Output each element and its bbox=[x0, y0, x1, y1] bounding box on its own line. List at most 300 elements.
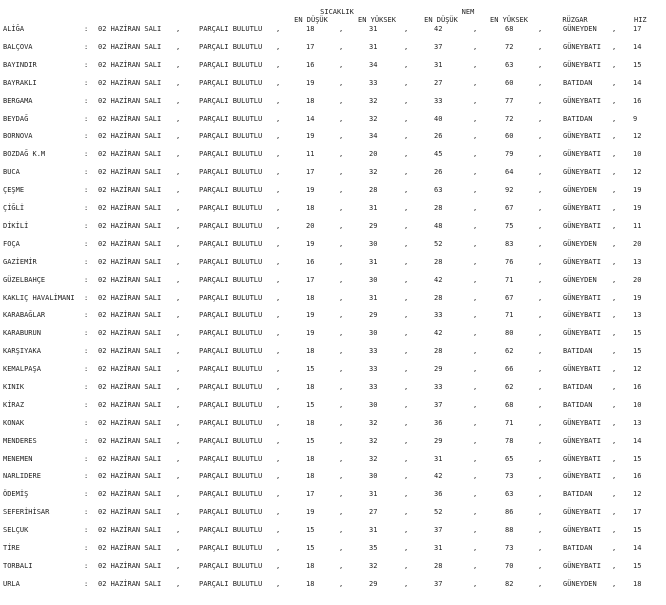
wind-direction-value: BATIDAN bbox=[563, 383, 593, 391]
weather-condition: PARÇALI BULUTLU bbox=[199, 562, 263, 570]
comma-separator: , bbox=[612, 365, 617, 373]
temp-max-value: 31 bbox=[369, 258, 378, 266]
comma-separator: , bbox=[339, 383, 344, 391]
city-name: SEFERİHİSAR bbox=[3, 508, 50, 516]
wind-direction-value: GÜNEYBATI bbox=[563, 455, 601, 463]
wind-direction-value: GÜNEYBATI bbox=[563, 329, 601, 337]
comma-separator: , bbox=[339, 79, 344, 87]
comma-separator: , bbox=[339, 294, 344, 302]
humidity-min-value: 63 bbox=[434, 186, 443, 194]
comma-separator: , bbox=[176, 115, 181, 123]
weather-condition: PARÇALI BULUTLU bbox=[199, 258, 263, 266]
wind-direction-value: BATIDAN bbox=[563, 347, 593, 355]
temp-max-value: 30 bbox=[369, 401, 378, 409]
humidity-max-value: 83 bbox=[505, 240, 514, 248]
weather-condition: PARÇALI BULUTLU bbox=[199, 115, 263, 123]
colon-separator: : bbox=[84, 544, 89, 552]
comma-separator: , bbox=[538, 132, 543, 140]
temp-min-value: 18 bbox=[306, 472, 315, 480]
comma-separator: , bbox=[276, 455, 281, 463]
comma-separator: , bbox=[404, 294, 409, 302]
comma-separator: , bbox=[339, 97, 344, 105]
comma-separator: , bbox=[339, 401, 344, 409]
comma-separator: , bbox=[473, 580, 478, 588]
comma-separator: , bbox=[473, 455, 478, 463]
comma-separator: , bbox=[473, 490, 478, 498]
comma-separator: , bbox=[276, 365, 281, 373]
wind-speed-value: 10 bbox=[633, 401, 642, 409]
comma-separator: , bbox=[404, 43, 409, 51]
humidity-min-value: 33 bbox=[434, 311, 443, 319]
comma-separator: , bbox=[612, 490, 617, 498]
colon-separator: : bbox=[84, 294, 89, 302]
weather-condition: PARÇALI BULUTLU bbox=[199, 455, 263, 463]
colon-separator: : bbox=[84, 186, 89, 194]
temp-min-header: EN DÜŞÜK bbox=[294, 16, 328, 24]
colon-separator: : bbox=[84, 490, 89, 498]
humidity-max-value: 88 bbox=[505, 526, 514, 534]
comma-separator: , bbox=[176, 383, 181, 391]
wind-direction-value: GÜNEYBATI bbox=[563, 204, 601, 212]
humidity-max-value: 73 bbox=[505, 472, 514, 480]
wind-speed-value: 15 bbox=[633, 347, 642, 355]
forecast-date: 02 HAZİRAN SALI bbox=[98, 97, 162, 105]
temp-max-value: 30 bbox=[369, 329, 378, 337]
comma-separator: , bbox=[276, 490, 281, 498]
wind-direction-value: GÜNEYBATI bbox=[563, 311, 601, 319]
comma-separator: , bbox=[276, 150, 281, 158]
comma-separator: , bbox=[612, 79, 617, 87]
comma-separator: , bbox=[176, 43, 181, 51]
temp-min-value: 19 bbox=[306, 329, 315, 337]
comma-separator: , bbox=[404, 204, 409, 212]
wind-direction-value: GÜNEYBATI bbox=[563, 43, 601, 51]
wind-speed-value: 19 bbox=[633, 186, 642, 194]
colon-separator: : bbox=[84, 401, 89, 409]
wind-direction-value: GÜNEYBATI bbox=[563, 472, 601, 480]
wind-speed-header: HIZ bbox=[634, 16, 647, 24]
comma-separator: , bbox=[538, 43, 543, 51]
comma-separator: , bbox=[276, 419, 281, 427]
comma-separator: , bbox=[538, 204, 543, 212]
comma-separator: , bbox=[176, 132, 181, 140]
humidity-min-header: EN DÜŞÜK bbox=[424, 16, 458, 24]
wind-speed-value: 15 bbox=[633, 329, 642, 337]
weather-condition: PARÇALI BULUTLU bbox=[199, 150, 263, 158]
comma-separator: , bbox=[276, 276, 281, 284]
wind-speed-value: 15 bbox=[633, 455, 642, 463]
temp-min-value: 19 bbox=[306, 132, 315, 140]
comma-separator: , bbox=[176, 562, 181, 570]
comma-separator: , bbox=[339, 258, 344, 266]
city-name: BAYRAKLI bbox=[3, 79, 37, 87]
weather-condition: PARÇALI BULUTLU bbox=[199, 79, 263, 87]
forecast-date: 02 HAZİRAN SALI bbox=[98, 150, 162, 158]
comma-separator: , bbox=[176, 455, 181, 463]
comma-separator: , bbox=[339, 168, 344, 176]
temp-max-value: 32 bbox=[369, 455, 378, 463]
colon-separator: : bbox=[84, 25, 89, 33]
comma-separator: , bbox=[176, 544, 181, 552]
comma-separator: , bbox=[612, 115, 617, 123]
comma-separator: , bbox=[176, 437, 181, 445]
comma-separator: , bbox=[473, 472, 478, 480]
forecast-date: 02 HAZİRAN SALI bbox=[98, 25, 162, 33]
weather-condition: PARÇALI BULUTLU bbox=[199, 544, 263, 552]
city-name: ÖDEMİŞ bbox=[3, 490, 29, 498]
city-name: DİKİLİ bbox=[3, 222, 29, 230]
comma-separator: , bbox=[339, 311, 344, 319]
comma-separator: , bbox=[538, 490, 543, 498]
comma-separator: , bbox=[276, 132, 281, 140]
wind-speed-value: 13 bbox=[633, 419, 642, 427]
colon-separator: : bbox=[84, 455, 89, 463]
comma-separator: , bbox=[276, 508, 281, 516]
comma-separator: , bbox=[276, 168, 281, 176]
comma-separator: , bbox=[176, 490, 181, 498]
comma-separator: , bbox=[473, 329, 478, 337]
temp-max-value: 32 bbox=[369, 562, 378, 570]
forecast-date: 02 HAZİRAN SALI bbox=[98, 258, 162, 266]
city-name: ÇİĞLİ bbox=[3, 204, 25, 212]
temp-min-value: 14 bbox=[306, 115, 315, 123]
city-name: BOZDAĞ K.M bbox=[3, 150, 46, 158]
comma-separator: , bbox=[473, 97, 478, 105]
comma-separator: , bbox=[473, 401, 478, 409]
temp-max-value: 35 bbox=[369, 544, 378, 552]
city-name: BALÇOVA bbox=[3, 43, 33, 51]
temp-min-value: 16 bbox=[306, 258, 315, 266]
comma-separator: , bbox=[538, 365, 543, 373]
forecast-date: 02 HAZİRAN SALI bbox=[98, 204, 162, 212]
comma-separator: , bbox=[276, 580, 281, 588]
city-name: MENEMEN bbox=[3, 455, 33, 463]
comma-separator: , bbox=[473, 186, 478, 194]
temp-min-value: 18 bbox=[306, 294, 315, 302]
comma-separator: , bbox=[612, 419, 617, 427]
forecast-date: 02 HAZİRAN SALI bbox=[98, 79, 162, 87]
weather-condition: PARÇALI BULUTLU bbox=[199, 383, 263, 391]
comma-separator: , bbox=[176, 526, 181, 534]
comma-separator: , bbox=[473, 240, 478, 248]
colon-separator: : bbox=[84, 204, 89, 212]
wind-speed-value: 11 bbox=[633, 222, 642, 230]
humidity-max-value: 92 bbox=[505, 186, 514, 194]
comma-separator: , bbox=[404, 240, 409, 248]
comma-separator: , bbox=[538, 311, 543, 319]
temp-max-value: 34 bbox=[369, 132, 378, 140]
temp-max-value: 29 bbox=[369, 580, 378, 588]
comma-separator: , bbox=[612, 401, 617, 409]
forecast-date: 02 HAZİRAN SALI bbox=[98, 43, 162, 51]
colon-separator: : bbox=[84, 526, 89, 534]
city-name: BUCA bbox=[3, 168, 20, 176]
comma-separator: , bbox=[339, 204, 344, 212]
temp-min-value: 19 bbox=[306, 79, 315, 87]
city-name: ALİĞA bbox=[3, 25, 25, 33]
weather-condition: PARÇALI BULUTLU bbox=[199, 329, 263, 337]
temp-min-value: 18 bbox=[306, 347, 315, 355]
comma-separator: , bbox=[339, 580, 344, 588]
humidity-max-value: 76 bbox=[505, 258, 514, 266]
wind-direction-value: GÜNEYDEN bbox=[563, 186, 597, 194]
humidity-min-value: 33 bbox=[434, 97, 443, 105]
comma-separator: , bbox=[276, 562, 281, 570]
temp-max-value: 30 bbox=[369, 472, 378, 480]
comma-separator: , bbox=[404, 222, 409, 230]
comma-separator: , bbox=[176, 365, 181, 373]
comma-separator: , bbox=[612, 455, 617, 463]
forecast-date: 02 HAZİRAN SALI bbox=[98, 115, 162, 123]
comma-separator: , bbox=[404, 132, 409, 140]
comma-separator: , bbox=[404, 25, 409, 33]
temp-max-header: EN YÜKSEK bbox=[358, 16, 396, 24]
weather-condition: PARÇALI BULUTLU bbox=[199, 437, 263, 445]
wind-speed-value: 14 bbox=[633, 79, 642, 87]
weather-condition: PARÇALI BULUTLU bbox=[199, 186, 263, 194]
temp-min-value: 18 bbox=[306, 204, 315, 212]
humidity-min-value: 52 bbox=[434, 240, 443, 248]
comma-separator: , bbox=[176, 508, 181, 516]
wind-direction-value: BATIDAN bbox=[563, 79, 593, 87]
forecast-date: 02 HAZİRAN SALI bbox=[98, 472, 162, 480]
city-name: KARŞIYAKA bbox=[3, 347, 41, 355]
city-name: TİRE bbox=[3, 544, 20, 552]
weather-condition: PARÇALI BULUTLU bbox=[199, 222, 263, 230]
forecast-date: 02 HAZİRAN SALI bbox=[98, 455, 162, 463]
comma-separator: , bbox=[404, 186, 409, 194]
comma-separator: , bbox=[538, 79, 543, 87]
forecast-date: 02 HAZİRAN SALI bbox=[98, 168, 162, 176]
wind-direction-header: RÜZGAR bbox=[562, 16, 588, 24]
comma-separator: , bbox=[538, 258, 543, 266]
wind-direction-value: GÜNEYBATI bbox=[563, 168, 601, 176]
comma-separator: , bbox=[176, 294, 181, 302]
comma-separator: , bbox=[538, 97, 543, 105]
comma-separator: , bbox=[176, 168, 181, 176]
comma-separator: , bbox=[612, 347, 617, 355]
temp-min-value: 17 bbox=[306, 43, 315, 51]
comma-separator: , bbox=[473, 294, 478, 302]
humidity-max-value: 71 bbox=[505, 311, 514, 319]
wind-direction-value: GÜNEYDEN bbox=[563, 240, 597, 248]
comma-separator: , bbox=[276, 97, 281, 105]
humidity-max-value: 77 bbox=[505, 97, 514, 105]
wind-direction-value: GÜNEYDEN bbox=[563, 580, 597, 588]
colon-separator: : bbox=[84, 222, 89, 230]
humidity-min-value: 42 bbox=[434, 329, 443, 337]
comma-separator: , bbox=[176, 204, 181, 212]
comma-separator: , bbox=[612, 437, 617, 445]
comma-separator: , bbox=[473, 61, 478, 69]
temp-max-value: 33 bbox=[369, 347, 378, 355]
comma-separator: , bbox=[473, 383, 478, 391]
humidity-min-value: 36 bbox=[434, 419, 443, 427]
comma-separator: , bbox=[339, 472, 344, 480]
comma-separator: , bbox=[612, 472, 617, 480]
comma-separator: , bbox=[538, 186, 543, 194]
city-name: GAZİEMİR bbox=[3, 258, 37, 266]
temp-min-value: 18 bbox=[306, 383, 315, 391]
wind-speed-value: 15 bbox=[633, 526, 642, 534]
comma-separator: , bbox=[612, 258, 617, 266]
humidity-max-value: 66 bbox=[505, 365, 514, 373]
comma-separator: , bbox=[612, 240, 617, 248]
wind-direction-value: GÜNEYBATI bbox=[563, 508, 601, 516]
weather-condition: PARÇALI BULUTLU bbox=[199, 132, 263, 140]
humidity-max-header: EN YÜKSEK bbox=[490, 16, 528, 24]
comma-separator: , bbox=[339, 455, 344, 463]
wind-speed-value: 13 bbox=[633, 258, 642, 266]
weather-condition: PARÇALI BULUTLU bbox=[199, 526, 263, 534]
comma-separator: , bbox=[339, 526, 344, 534]
wind-speed-value: 17 bbox=[633, 508, 642, 516]
wind-speed-value: 18 bbox=[633, 580, 642, 588]
comma-separator: , bbox=[538, 240, 543, 248]
comma-separator: , bbox=[276, 115, 281, 123]
temp-min-value: 19 bbox=[306, 311, 315, 319]
wind-speed-value: 20 bbox=[633, 276, 642, 284]
comma-separator: , bbox=[339, 365, 344, 373]
comma-separator: , bbox=[276, 401, 281, 409]
wind-speed-value: 10 bbox=[633, 150, 642, 158]
comma-separator: , bbox=[538, 401, 543, 409]
forecast-date: 02 HAZİRAN SALI bbox=[98, 383, 162, 391]
temp-min-value: 19 bbox=[306, 508, 315, 516]
comma-separator: , bbox=[612, 580, 617, 588]
weather-condition: PARÇALI BULUTLU bbox=[199, 204, 263, 212]
comma-separator: , bbox=[473, 168, 478, 176]
comma-separator: , bbox=[176, 79, 181, 87]
comma-separator: , bbox=[339, 329, 344, 337]
temp-max-value: 31 bbox=[369, 294, 378, 302]
comma-separator: , bbox=[404, 526, 409, 534]
city-name: URLA bbox=[3, 580, 20, 588]
comma-separator: , bbox=[339, 25, 344, 33]
comma-separator: , bbox=[538, 383, 543, 391]
comma-separator: , bbox=[176, 311, 181, 319]
temp-min-value: 15 bbox=[306, 544, 315, 552]
comma-separator: , bbox=[404, 61, 409, 69]
colon-separator: : bbox=[84, 150, 89, 158]
temp-max-value: 32 bbox=[369, 437, 378, 445]
wind-speed-value: 16 bbox=[633, 97, 642, 105]
humidity-min-value: 48 bbox=[434, 222, 443, 230]
temp-max-value: 33 bbox=[369, 365, 378, 373]
comma-separator: , bbox=[176, 150, 181, 158]
temp-max-value: 20 bbox=[369, 150, 378, 158]
comma-separator: , bbox=[538, 150, 543, 158]
comma-separator: , bbox=[404, 79, 409, 87]
comma-separator: , bbox=[404, 150, 409, 158]
comma-separator: , bbox=[404, 401, 409, 409]
humidity-max-value: 65 bbox=[505, 455, 514, 463]
colon-separator: : bbox=[84, 168, 89, 176]
temp-min-value: 20 bbox=[306, 222, 315, 230]
wind-direction-value: BATIDAN bbox=[563, 490, 593, 498]
comma-separator: , bbox=[473, 526, 478, 534]
weather-condition: PARÇALI BULUTLU bbox=[199, 580, 263, 588]
humidity-max-value: 80 bbox=[505, 329, 514, 337]
humidity-max-value: 67 bbox=[505, 294, 514, 302]
wind-direction-value: GÜNEYBATI bbox=[563, 132, 601, 140]
comma-separator: , bbox=[339, 115, 344, 123]
forecast-date: 02 HAZİRAN SALI bbox=[98, 186, 162, 194]
humidity-max-value: 62 bbox=[505, 383, 514, 391]
comma-separator: , bbox=[473, 222, 478, 230]
comma-separator: , bbox=[612, 150, 617, 158]
comma-separator: , bbox=[473, 25, 478, 33]
comma-separator: , bbox=[276, 347, 281, 355]
colon-separator: : bbox=[84, 472, 89, 480]
comma-separator: , bbox=[612, 43, 617, 51]
comma-separator: , bbox=[176, 222, 181, 230]
comma-separator: , bbox=[339, 347, 344, 355]
comma-separator: , bbox=[339, 61, 344, 69]
temp-max-value: 31 bbox=[369, 526, 378, 534]
temp-max-value: 34 bbox=[369, 61, 378, 69]
comma-separator: , bbox=[538, 508, 543, 516]
city-name: KAKLIÇ HAVALİMANI bbox=[3, 294, 75, 302]
comma-separator: , bbox=[538, 115, 543, 123]
humidity-min-value: 27 bbox=[434, 79, 443, 87]
temp-min-value: 15 bbox=[306, 437, 315, 445]
comma-separator: , bbox=[473, 544, 478, 552]
humidity-max-value: 73 bbox=[505, 544, 514, 552]
humidity-min-value: 37 bbox=[434, 43, 443, 51]
wind-direction-value: GÜNEYBATI bbox=[563, 294, 601, 302]
humidity-min-value: 42 bbox=[434, 276, 443, 284]
comma-separator: , bbox=[176, 240, 181, 248]
temp-min-value: 18 bbox=[306, 580, 315, 588]
comma-separator: , bbox=[612, 526, 617, 534]
comma-separator: , bbox=[276, 79, 281, 87]
wind-speed-value: 14 bbox=[633, 544, 642, 552]
wind-direction-value: BATIDAN bbox=[563, 401, 593, 409]
comma-separator: , bbox=[339, 132, 344, 140]
comma-separator: , bbox=[276, 383, 281, 391]
comma-separator: , bbox=[612, 544, 617, 552]
temp-max-value: 32 bbox=[369, 419, 378, 427]
city-name: KONAK bbox=[3, 419, 25, 427]
humidity-min-value: 45 bbox=[434, 150, 443, 158]
comma-separator: , bbox=[538, 455, 543, 463]
comma-separator: , bbox=[473, 276, 478, 284]
weather-condition: PARÇALI BULUTLU bbox=[199, 97, 263, 105]
weather-condition: PARÇALI BULUTLU bbox=[199, 347, 263, 355]
comma-separator: , bbox=[276, 329, 281, 337]
wind-speed-value: 19 bbox=[633, 294, 642, 302]
comma-separator: , bbox=[538, 329, 543, 337]
comma-separator: , bbox=[339, 150, 344, 158]
comma-separator: , bbox=[404, 383, 409, 391]
forecast-date: 02 HAZİRAN SALI bbox=[98, 132, 162, 140]
wind-speed-value: 12 bbox=[633, 365, 642, 373]
comma-separator: , bbox=[276, 61, 281, 69]
weather-condition: PARÇALI BULUTLU bbox=[199, 43, 263, 51]
wind-speed-value: 16 bbox=[633, 383, 642, 391]
temp-max-value: 32 bbox=[369, 97, 378, 105]
comma-separator: , bbox=[339, 544, 344, 552]
humidity-max-value: 71 bbox=[505, 419, 514, 427]
comma-separator: , bbox=[404, 437, 409, 445]
humidity-max-value: 79 bbox=[505, 150, 514, 158]
wind-direction-value: GÜNEYBATI bbox=[563, 562, 601, 570]
comma-separator: , bbox=[404, 544, 409, 552]
humidity-min-value: 42 bbox=[434, 25, 443, 33]
colon-separator: : bbox=[84, 276, 89, 284]
comma-separator: , bbox=[473, 79, 478, 87]
